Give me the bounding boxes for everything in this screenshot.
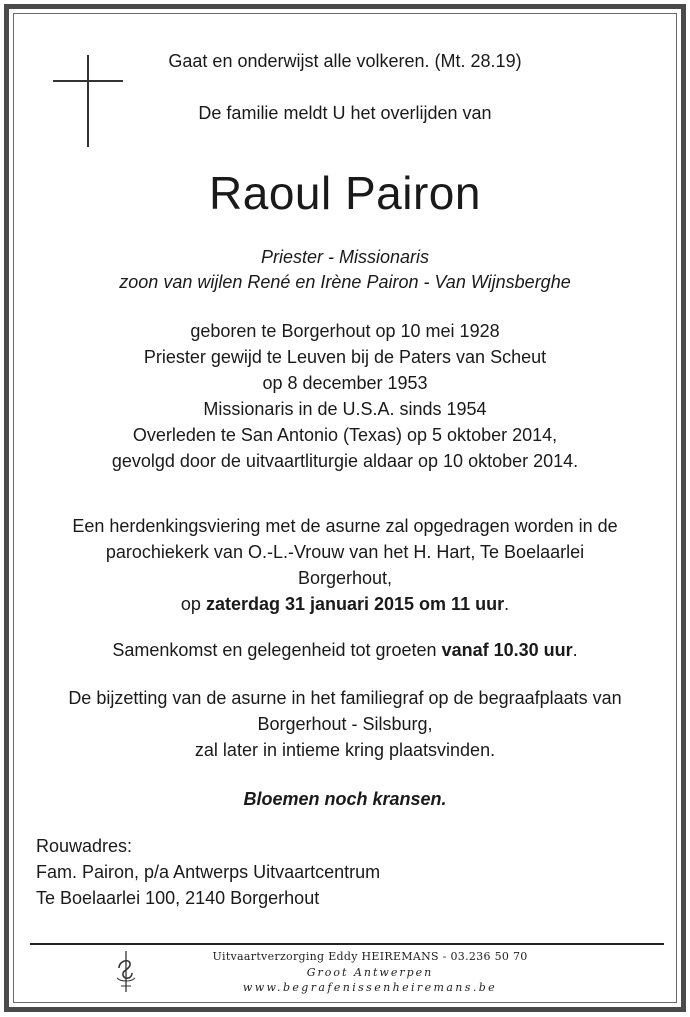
intro-text: De familie meldt U het overlijden van (198, 103, 492, 123)
address-line: Fam. Pairon, p/a Antwerps Uitvaartcentrum (36, 862, 381, 882)
deceased-name: Raoul Pairon (209, 167, 481, 219)
burial-line: Borgerhout - Silsburg, (257, 714, 433, 734)
address-label: Rouwadres: (36, 836, 133, 856)
bible-quote: Gaat en onderwijst alle volkeren. (Mt. 28.19) (168, 51, 522, 71)
memorial-line: Een herdenkingsviering met de asurne zal opgedragen worden in de (72, 516, 618, 536)
bio-line: Overleden te San Antonio (Texas) op 5 oktober 2014, (132, 425, 558, 445)
funeral-home-logo-icon (113, 948, 139, 994)
burial-notice (20, 685, 670, 763)
footer-divider (30, 943, 664, 945)
bio-line: op 8 december 1953 (262, 373, 428, 393)
bio-line: Missionaris in de U.S.A. sinds 1954 (203, 399, 487, 419)
flowers-notice: Bloemen noch kransen. (243, 789, 447, 809)
gathering-time: vanaf 10.30 uur (441, 640, 573, 660)
role-text: Priester - Missionaris (260, 247, 430, 267)
bio-line: gevolgd door de uitvaartliturgie aldaar op 10 oktober 2014. (111, 451, 579, 471)
memorial-line: Borgerhout, (297, 568, 393, 588)
biography (20, 318, 670, 474)
memorial-date: op zaterdag 31 januari 2015 om 11 uur. (180, 594, 510, 614)
mourning-address (36, 833, 380, 911)
funeral-home-website: www.begrafenissenheiremans.be (242, 981, 498, 994)
bio-line: geboren te Borgerhout op 10 mei 1928 (190, 321, 500, 341)
burial-line: zal later in intieme kring plaatsvinden. (194, 740, 496, 760)
gathering-text: Samenkomst en gelegenheid tot groeten vanaf 10.30 uur. (112, 640, 578, 660)
memorial-date-bold: zaterdag 31 januari 2015 om 11 uur (205, 594, 505, 614)
funeral-home-region: Groot Antwerpen (306, 966, 434, 979)
funeral-home-name: Uitvaartverzorging Eddy HEIREMANS - 03.236 50 70 (212, 950, 528, 963)
bio-line: Priester gewijd te Leuven bij de Paters van Scheut (143, 347, 547, 367)
parents-text: zoon van wijlen René en Irène Pairon - Van Wijnsberghe (119, 272, 571, 292)
funeral-home-footer (160, 949, 580, 995)
memorial-announcement (20, 513, 670, 617)
memorial-line: parochiekerk van O.-L.-Vrouw van het H. Hart, Te Boelaarlei (105, 542, 585, 562)
address-line: Te Boelaarlei 100, 2140 Borgerhout (36, 888, 320, 908)
burial-line: De bijzetting van de asurne in het familiegraf op de begraafplaats van (68, 688, 622, 708)
